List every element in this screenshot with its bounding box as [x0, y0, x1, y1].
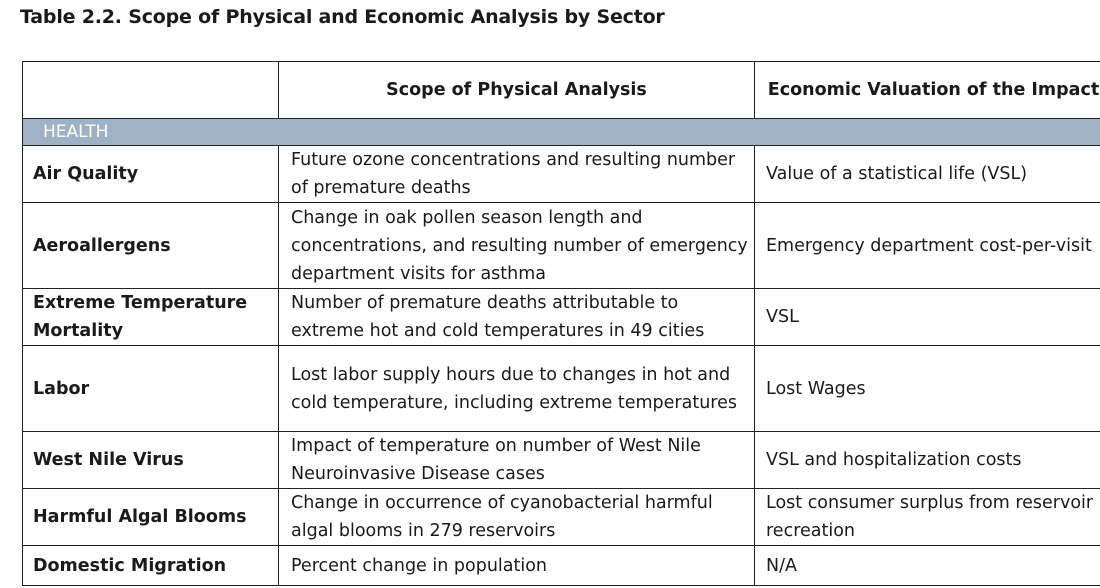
- table-caption: Table 2.2. Scope of Physical and Economic Analysis by Sector: [20, 6, 665, 28]
- row-sector: West Nile Virus: [23, 432, 279, 489]
- table-row: [23, 146, 1100, 203]
- table-row: [23, 346, 1100, 432]
- row-economic-valuation: Lost Wages: [755, 346, 1100, 432]
- row-sector: Harmful Algal Blooms: [23, 489, 279, 546]
- header-physical-analysis: Scope of Physical Analysis: [279, 62, 755, 119]
- row-physical-scope: Change in oak pollen season length and concentrations, and resulting number of emergency department visits for asthma: [279, 203, 755, 289]
- row-economic-valuation: VSL: [755, 289, 1100, 346]
- row-sector: Labor: [23, 346, 279, 432]
- table-row: [23, 203, 1100, 289]
- row-physical-scope: Impact of temperature on number of West Nile Neuroinvasive Disease cases: [279, 432, 755, 489]
- row-sector: Aeroallergens: [23, 203, 279, 289]
- table-row: [23, 432, 1100, 489]
- scope-table: [22, 61, 1100, 586]
- section-row-health: [23, 119, 1100, 146]
- section-label: HEALTH: [23, 119, 1100, 146]
- row-economic-valuation: VSL and hospitalization costs: [755, 432, 1100, 489]
- row-economic-valuation: N/A: [755, 546, 1100, 586]
- row-physical-scope: Number of premature deaths attributable to extreme hot and cold temperatures in 49 cities: [279, 289, 755, 346]
- row-physical-scope: Change in occurrence of cyanobacterial harmful algal blooms in 279 reservoirs: [279, 489, 755, 546]
- row-economic-valuation: Lost consumer surplus from reservoir recreation: [755, 489, 1100, 546]
- row-economic-valuation: Emergency department cost-per-visit: [755, 203, 1100, 289]
- row-sector: Extreme Temperature Mortality: [23, 289, 279, 346]
- row-physical-scope: Future ozone concentrations and resulting number of premature deaths: [279, 146, 755, 203]
- header-sector: [23, 62, 279, 119]
- row-physical-scope: Percent change in population: [279, 546, 755, 586]
- row-sector: Air Quality: [23, 146, 279, 203]
- table-row: [23, 546, 1100, 586]
- table-row: [23, 489, 1100, 546]
- table-row: [23, 289, 1100, 346]
- row-economic-valuation: Value of a statistical life (VSL): [755, 146, 1100, 203]
- row-physical-scope: Lost labor supply hours due to changes in hot and cold temperature, including extreme temperatures: [279, 346, 755, 432]
- table-header-row: [23, 62, 1100, 119]
- row-sector: Domestic Migration: [23, 546, 279, 586]
- header-economic-valuation: Economic Valuation of the Impact: [755, 62, 1100, 119]
